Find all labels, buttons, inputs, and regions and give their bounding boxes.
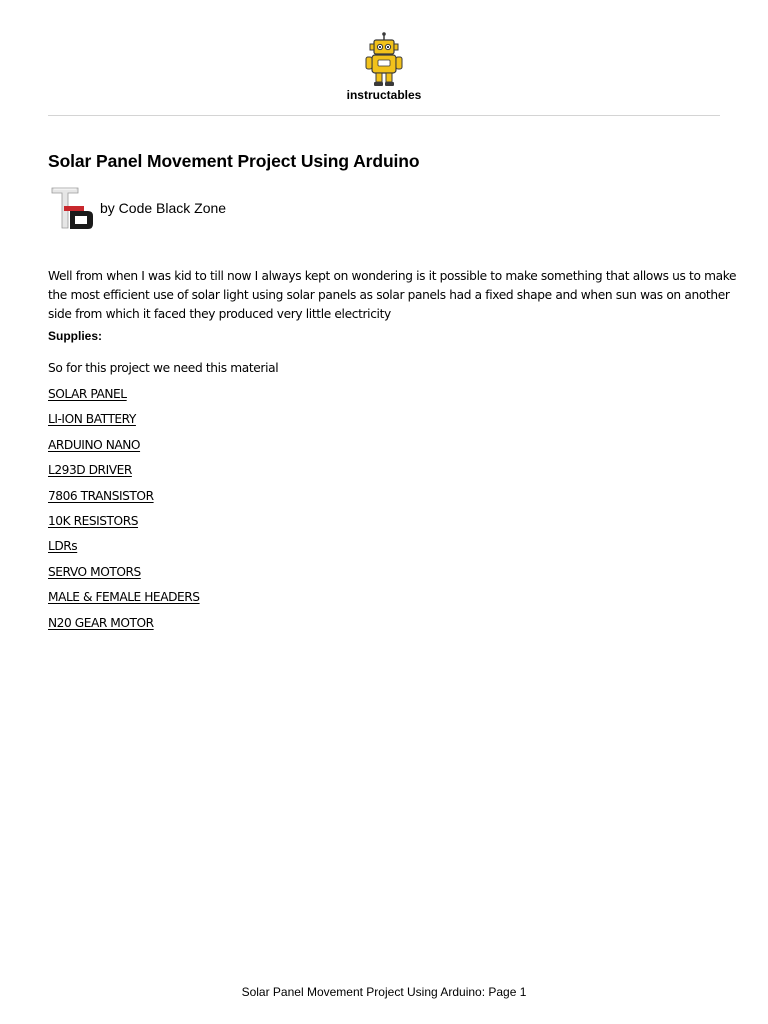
list-item <box>48 411 200 436</box>
supply-link-male-female-headers[interactable]: MALE & FEMALE HEADERS <box>48 590 200 605</box>
list-item <box>48 488 200 513</box>
list-item <box>48 589 200 614</box>
supply-link-li-ion-battery[interactable]: LI-ION BATTERY <box>48 412 136 427</box>
robot-mascot-icon[interactable] <box>362 32 406 88</box>
list-item <box>48 513 200 538</box>
supply-link-7806-transistor[interactable]: 7806 TRANSISTOR <box>48 488 154 503</box>
supply-link-servo-motors[interactable]: SERVO MOTORS <box>48 564 141 579</box>
list-item <box>48 386 200 411</box>
supplies-intro: So for this project we need this material <box>48 361 279 375</box>
page-header <box>0 0 768 116</box>
list-item <box>48 615 200 640</box>
page-footer: Solar Panel Movement Project Using Arduino: Page 1 <box>241 985 527 999</box>
supplies-list <box>48 386 200 640</box>
supply-link-solar-panel[interactable]: SOLAR PANEL <box>48 387 127 401</box>
header-divider <box>48 115 720 116</box>
brand-name[interactable]: instructables <box>346 88 422 102</box>
list-item <box>48 437 200 462</box>
author-logo-icon[interactable] <box>48 184 96 232</box>
supply-link-10k-resistors[interactable]: 10K RESISTORS <box>48 513 139 528</box>
list-item <box>48 538 200 563</box>
supply-link-l293d-driver[interactable]: L293D DRIVER <box>48 463 132 478</box>
supplies-heading: Supplies: <box>48 329 103 343</box>
author-byline[interactable]: by Code Black Zone <box>100 200 227 216</box>
list-item <box>48 564 200 589</box>
page-title: Solar Panel Movement Project Using Arduino <box>48 151 420 171</box>
list-item <box>48 462 200 487</box>
supply-link-arduino-nano[interactable]: ARDUINO NANO <box>48 437 141 452</box>
intro-paragraph: Well from when I was kid to till now I always kept on wondering is it possible to make something that allows us to make the most efficient use of solar light using solar panels as solar panels had a fixed shape and when sun was on another side from which it faced they produced very little electricity <box>48 269 737 321</box>
supply-link-ldrs[interactable]: LDRs <box>48 539 78 554</box>
supply-link-n20-gear-motor[interactable]: N20 GEAR MOTOR <box>48 615 154 630</box>
